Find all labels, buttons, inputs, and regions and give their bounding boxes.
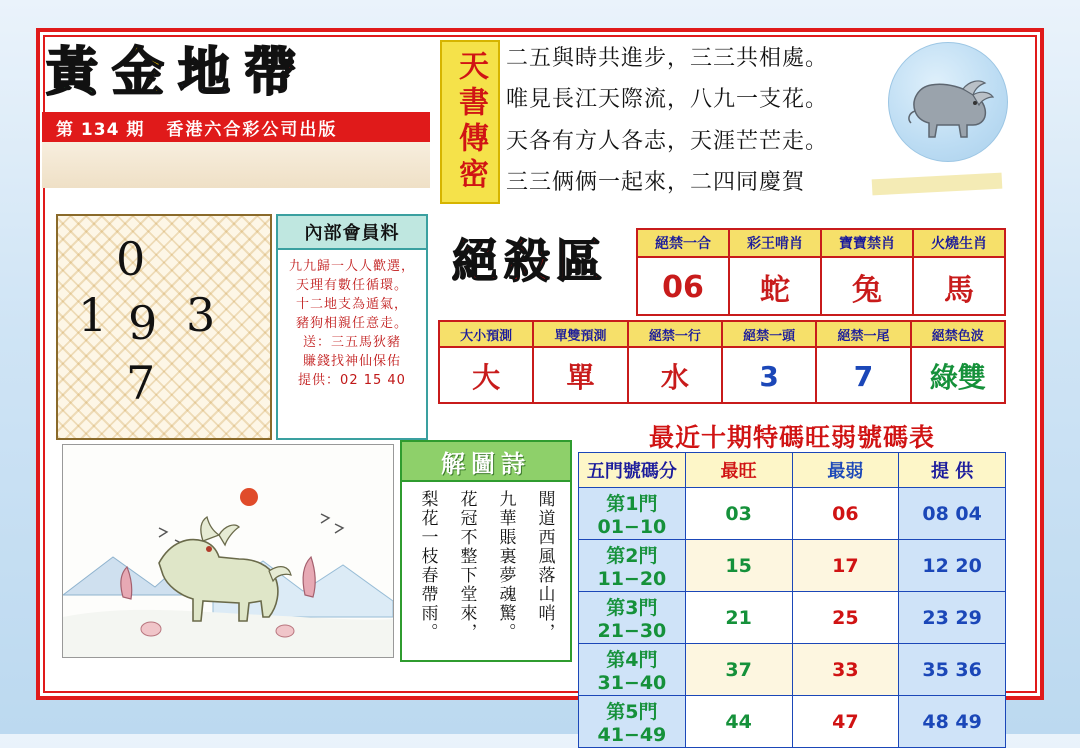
- prediction-value: 水: [660, 361, 689, 394]
- row-supply: 48 49: [899, 696, 1006, 748]
- table-header-cell: 最弱: [792, 453, 899, 488]
- prediction-head: 單雙預測: [534, 322, 626, 348]
- jietushi-line-2: 九華賬裏夢魂驚。: [495, 490, 516, 642]
- row-name: 第2門11−20: [579, 540, 686, 592]
- row-supply: 23 29: [899, 592, 1006, 644]
- prediction-value: 蛇: [760, 273, 790, 308]
- jietushi-line-3: 花冠不整下堂來，: [456, 490, 477, 642]
- title-char-3: 地: [178, 43, 245, 103]
- prediction-grid-top: [636, 228, 1004, 316]
- prediction-head: 大小預測: [440, 322, 532, 348]
- vertical-title-badge: [440, 40, 500, 204]
- publisher-label: 香港六合彩公司出版: [166, 119, 338, 140]
- horse-landscape-illustration: [63, 445, 393, 657]
- prediction-head: 寶寶禁肖: [822, 230, 912, 258]
- jietushi-title: 解圖詩: [402, 442, 570, 482]
- prediction-cell: [910, 320, 1006, 404]
- member-line-1: 九九歸一人人歡選，: [288, 259, 415, 274]
- table-row: [579, 696, 1006, 748]
- prediction-cell: [815, 320, 911, 404]
- prediction-head: 絕禁一行: [629, 322, 721, 348]
- prediction-value: 馬: [944, 273, 974, 308]
- prediction-head: 絕禁一尾: [817, 322, 909, 348]
- jueshaqu-title-text: 絕殺區: [452, 234, 608, 288]
- member-line-3: 十二地支為遁氣，: [295, 297, 408, 312]
- jueshaqu-title: [432, 222, 628, 294]
- prediction-grid-bottom: [438, 320, 1004, 404]
- prediction-value: 06: [662, 269, 704, 305]
- jietushi-panel: [400, 440, 572, 662]
- member-line-4: 豬狗相親任意走。: [295, 316, 408, 331]
- ox-illustration: [888, 42, 1008, 162]
- jietushi-body: [402, 482, 570, 656]
- prediction-cell: [912, 228, 1006, 316]
- title-char-1: 黃: [46, 43, 113, 103]
- ox-icon: [897, 59, 1001, 151]
- lucky-number-0: 0: [116, 232, 146, 286]
- jietushi-line-4: 梨花一枝春帶雨。: [417, 490, 438, 642]
- row-name: 第3門21−30: [579, 592, 686, 644]
- row-hot: 21: [685, 592, 792, 644]
- prediction-cell: [636, 228, 730, 316]
- lucky-number-2: 9: [128, 296, 158, 350]
- prediction-value: 3: [759, 359, 779, 393]
- row-supply: 08 04: [899, 488, 1006, 540]
- prediction-cell: [820, 228, 914, 316]
- row-hot: 15: [685, 540, 792, 592]
- member-line-6: 賺錢找神仙保佑: [302, 354, 401, 369]
- member-box-body: [278, 250, 426, 390]
- page-title: [46, 36, 416, 110]
- table-header-cell: 提 供: [899, 453, 1006, 488]
- table-header-row: [579, 453, 1006, 488]
- row-hot: 03: [685, 488, 792, 540]
- title-char-4: 帶: [244, 43, 311, 103]
- stats-table: [578, 452, 1006, 748]
- row-cold: 47: [792, 696, 899, 748]
- illustration-panel: [62, 444, 394, 658]
- prediction-cell: [721, 320, 817, 404]
- lucky-number-4: 7: [126, 356, 156, 410]
- issue-bar: [42, 112, 430, 142]
- table-header-cell: 最旺: [685, 453, 792, 488]
- member-box-title: 內部會員料: [278, 216, 426, 250]
- prediction-head: 絕禁一頭: [723, 322, 815, 348]
- jietushi-line-1: 聞道西風落山哨，: [534, 490, 555, 642]
- prediction-head: 彩王啃肖: [730, 230, 820, 258]
- row-hot: 37: [685, 644, 792, 696]
- row-supply: 35 36: [899, 644, 1006, 696]
- vertical-title-text: 天書傳密: [453, 50, 488, 194]
- prediction-value: 兔: [852, 273, 882, 308]
- row-cold: 06: [792, 488, 899, 540]
- row-hot: 44: [685, 696, 792, 748]
- table-row: [579, 540, 1006, 592]
- lucky-number-1: 1: [78, 288, 108, 342]
- prediction-head: 火燒生肖: [914, 230, 1004, 258]
- table-row: [579, 488, 1006, 540]
- prediction-head: 絕禁色波: [912, 322, 1004, 348]
- poem-line-4: 三三俩俩一起來，二四同慶賀: [506, 169, 806, 195]
- table-header-cell: 五門號碼分: [579, 453, 686, 488]
- row-supply: 12 20: [899, 540, 1006, 592]
- row-cold: 33: [792, 644, 899, 696]
- title-underlay: [42, 142, 430, 188]
- prediction-value: 7: [853, 359, 874, 393]
- lucky-numbers-box: [56, 214, 272, 440]
- prediction-cell: [532, 320, 628, 404]
- member-info-box: [276, 214, 428, 440]
- prediction-cell: [627, 320, 723, 404]
- poem-line-2: 唯見長江天際流，八九一支花。: [506, 87, 829, 113]
- poem-line-1: 二五與時共進步，三三共相處。: [506, 46, 829, 71]
- lucky-number-3: 3: [186, 288, 216, 342]
- member-line-7: 提供：02 15 40: [298, 373, 406, 388]
- row-cold: 17: [792, 540, 899, 592]
- stats-table-title: 最近十期特碼旺弱號碼表: [648, 423, 935, 452]
- member-line-2: 天理有數任循環。: [295, 278, 408, 293]
- header-poem: [506, 46, 886, 196]
- title-char-2: 金: [112, 43, 179, 103]
- row-name: 第5門41−49: [579, 696, 686, 748]
- prediction-value: 大: [472, 361, 501, 394]
- issue-number: 第 134 期: [56, 119, 145, 140]
- poem-line-3: 天各有方人各志，天涯芒芒走。: [506, 128, 829, 154]
- member-line-5: 送：三五馬狄豬: [302, 335, 401, 350]
- prediction-value: 綠雙: [929, 361, 986, 394]
- row-name: 第1門01−10: [579, 488, 686, 540]
- prediction-cell: [728, 228, 822, 316]
- prediction-cell: [438, 320, 534, 404]
- row-name: 第4門31−40: [579, 644, 686, 696]
- table-row: [579, 644, 1006, 696]
- table-row: [579, 592, 1006, 644]
- prediction-head: 絕禁一合: [638, 230, 728, 258]
- prediction-value: 單: [566, 361, 595, 394]
- row-cold: 25: [792, 592, 899, 644]
